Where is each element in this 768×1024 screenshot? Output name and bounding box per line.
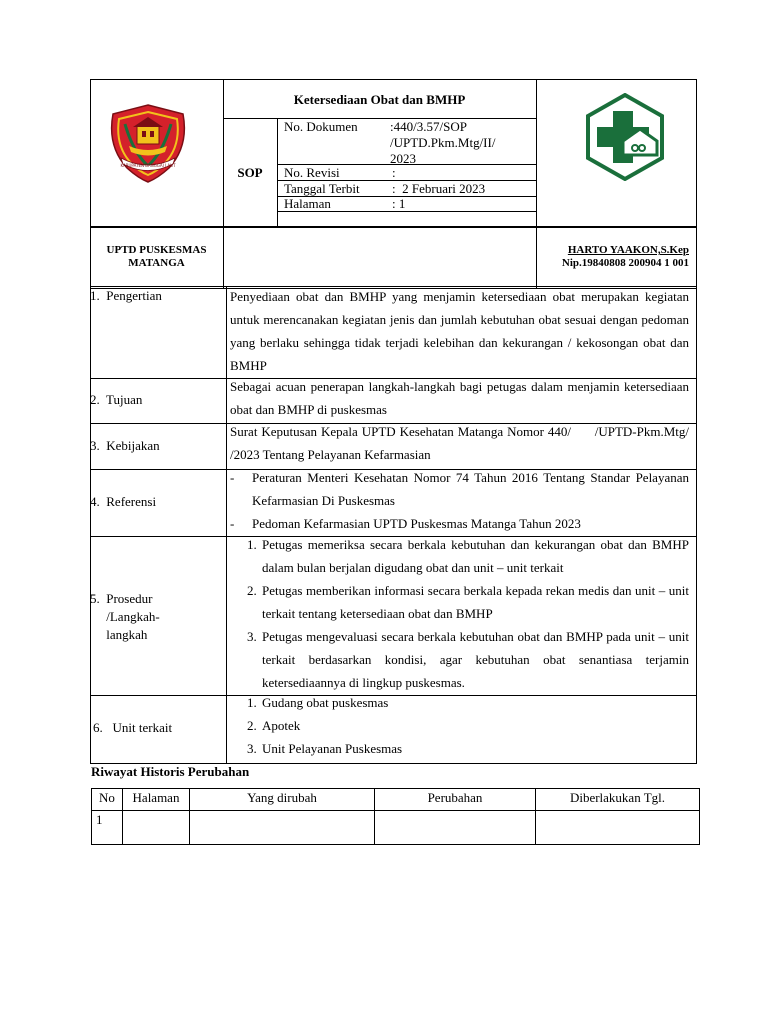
- revision-value: :: [392, 165, 396, 180]
- history-col-perubahan: Perubahan: [375, 789, 536, 811]
- history-cell: 1: [92, 811, 123, 845]
- section-unit-terkait-list: [230, 691, 689, 760]
- page-label: Halaman: [284, 196, 331, 211]
- history-cell: [190, 811, 375, 845]
- section-prosedur-list: [230, 533, 689, 694]
- doc-number-value: :440/3.57/SOP /UPTD.Pkm.Mtg/II/ 2023: [390, 119, 496, 166]
- history-col-yang-dirubah: Yang dirubah: [190, 789, 375, 811]
- section-referensi-list: [230, 466, 689, 535]
- document-title: Ketersediaan Obat dan BMHP: [293, 92, 466, 107]
- section-kebijakan-label: 3. Kebijakan: [90, 438, 160, 453]
- prosedur-step: 3. Petugas mengevaluasi secara berkala kebutuhan obat dan BMHP pada unit – unit terkait berdasarkan kondisi, agar kebutuhan obat senantiasa terjamin ketersediaannya di lingkup puskesmas.: [260, 625, 689, 694]
- sop-label: SOP: [237, 165, 263, 180]
- prosedur-step: 1. Petugas memeriksa secara berkala kebutuhan dan kekurangan obat dan BMHP dalam bulan berjalan digudang obat dan unit – unit terkait: [260, 533, 689, 579]
- section-prosedur-label: 5. Prosedur /Langkah- langkah: [90, 591, 160, 642]
- section-tujuan-text: Sebagai acuan penerapan langkah-langkah bagi petugas dalam menjamin ketersediaan obat dan BMHP di puskesmas: [230, 379, 689, 417]
- referensi-text: Peraturan Menteri Kesehatan Nomor 74 Tahun 2016 Tentang Standar Pelayanan Kefarmasian Di Puskesmas: [252, 470, 689, 508]
- page-value: : 1: [392, 196, 406, 211]
- section-referensi-label: 4. Referensi: [90, 494, 157, 509]
- history-cell: [375, 811, 536, 845]
- doc-number-label: No. Dokumen: [284, 119, 358, 134]
- table-row: [92, 811, 700, 845]
- history-cell: [536, 811, 700, 845]
- referensi-text: Pedoman Kefarmasian UPTD Puskesmas Matanga Tahun 2023: [252, 516, 581, 531]
- unit-name: UPTD PUSKESMAS MATANGA: [106, 244, 207, 269]
- signer-name: HARTO YAAKON,S.Kep: [567, 244, 689, 256]
- history-table: [91, 788, 700, 845]
- history-col-diberlakukan: Diberlakukan Tgl.: [536, 789, 700, 811]
- history-cell: [123, 811, 190, 845]
- issue-date-value: : 2 Februari 2023: [392, 181, 486, 196]
- referensi-dash: -: [230, 470, 235, 485]
- section-pengertian-text: Penyediaan obat dan BMHP yang menjamin ketersediaan obat merupakan kegiatan untuk merencanakan kegiatan jenis dan jumlah kebutuhan obat sesuai dengan pedoman yang berlaku sehingga tidak terjadi kelebihan dan kekurangan / kekosongan obat dan BMHP: [230, 289, 689, 373]
- regency-logo: [103, 102, 193, 186]
- referensi-dash: -: [230, 516, 235, 531]
- section-unit-terkait-label: 6. Unit terkait: [93, 720, 173, 735]
- unit-terkait-item: 2. Apotek: [260, 714, 689, 737]
- referensi-item: [230, 466, 689, 512]
- referensi-item: [230, 512, 689, 535]
- prosedur-step: 2. Petugas memberikan informasi secara berkala kepada rekan medis dan unit – unit terkait tentang ketersediaan obat dan BMHP: [260, 579, 689, 625]
- section-pengertian-label: 1. Pengertian: [90, 288, 162, 303]
- revision-label: No. Revisi: [284, 165, 340, 180]
- unit-terkait-item: 1. Gudang obat puskesmas: [260, 691, 689, 714]
- logo-banner-text: KABUPATEN BANGGAI LAUT: [120, 163, 176, 168]
- puskesmas-logo: [579, 93, 671, 181]
- section-kebijakan-text: Surat Keputusan Kepala UPTD Kesehatan Matanga Nomor 440/ /UPTD-Pkm.Mtg/ /2023 Tentang Pelayanan Kefarmasian: [230, 424, 712, 462]
- issue-date-label: Tanggal Terbit: [284, 181, 360, 196]
- history-col-no: No: [92, 789, 123, 811]
- unit-terkait-item: 3. Unit Pelayanan Puskesmas: [260, 737, 689, 760]
- history-col-halaman: Halaman: [123, 789, 190, 811]
- signer-nip: Nip.19840808 200904 1 001: [561, 257, 689, 269]
- history-header-row: [92, 789, 700, 811]
- section-tujuan-label: 2. Tujuan: [90, 392, 143, 407]
- history-title: Riwayat Historis Perubahan: [91, 764, 250, 779]
